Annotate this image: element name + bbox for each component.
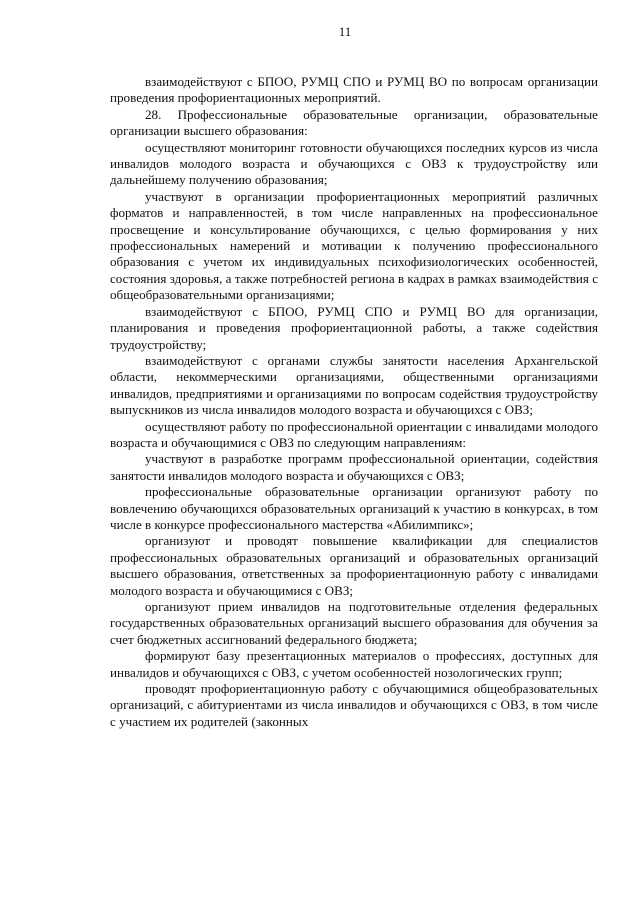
document-body (110, 74, 598, 730)
paragraph: участвуют в разработке программ профессиональной ориентации, содействия занятости инвалидов молодого возраста и обучающихся с ОВЗ; (110, 451, 598, 483)
paragraph: осуществляют работу по профессиональной ориентации с инвалидами молодого возраста и обучающимися с ОВЗ по следующим направлениям: (110, 418, 598, 450)
paragraph: организуют прием инвалидов на подготовительные отделения федеральных государственных образовательных организаций высшего образования для обучения за счет бюджетных ассигнований федерального бюджета; (110, 599, 598, 647)
page-number: 11 (338, 24, 352, 39)
paragraph: проводят профориентационную работу с обучающимися общеобразовательных организаций, с абитуриентами из числа инвалидов и обучающихся с ОВЗ, в том числе с участием их родителей (законных (110, 681, 598, 729)
paragraph: взаимодействуют с БПОО, РУМЦ СПО и РУМЦ ВО по вопросам организации проведения профориентационных мероприятий. (110, 74, 598, 106)
paragraph: участвуют в организации профориентационных мероприятий различных форматов и направленностей, в том числе направленных на профессиональное просвещение и консультирование обучающихся, с целью формирования у них профессиональных намерений и мотивации к получению профессионального образования с учетом их индивидуальных психофизиологических особенностей, состояния здоровья, а также потребностей региона в кадрах в рамках взаимодействия с общеобразовательными организациями; (110, 188, 599, 303)
paragraph: профессиональные образовательные организации организуют работу по вовлечению обучающихся образовательных организаций к участию в конкурсах, в том числе в конкурсе профессионального мастерства «Абилимпикс»; (110, 484, 598, 532)
paragraph: формируют базу презентационных материалов о профессиях, доступных для инвалидов и обучающихся с ОВЗ, с учетом особенностей нозологических групп; (110, 648, 598, 680)
paragraph: взаимодействуют с органами службы занятости населения Архангельской области, некоммерческими организациями, общественными организациями инвалидов, предприятиями и организациями по вопросам содействия трудоустройству выпускников из числа инвалидов молодого возраста и обучающихся с ОВЗ; (110, 352, 598, 418)
paragraph: 28. Профессиональные образовательные организации, образовательные организации высшего образования: (110, 106, 598, 139)
paragraph: организуют и проводят повышение квалификации для специалистов профессиональных образовательных организаций и образовательных организаций высшего образования, ответственных за профориентационную работу с инвалидами молодого возраста и обучающимися с ОВЗ; (110, 533, 598, 598)
paragraph: осуществляют мониторинг готовности обучающихся последних курсов из числа инвалидов молодого возраста и обучающихся с ОВЗ к трудоустройству или дальнейшему получению образования; (110, 139, 598, 188)
paragraph: взаимодействуют с БПОО, РУМЦ СПО и РУМЦ ВО для организации, планирования и проведения профориентационной работы, а также содействия трудоустройству; (110, 303, 598, 352)
